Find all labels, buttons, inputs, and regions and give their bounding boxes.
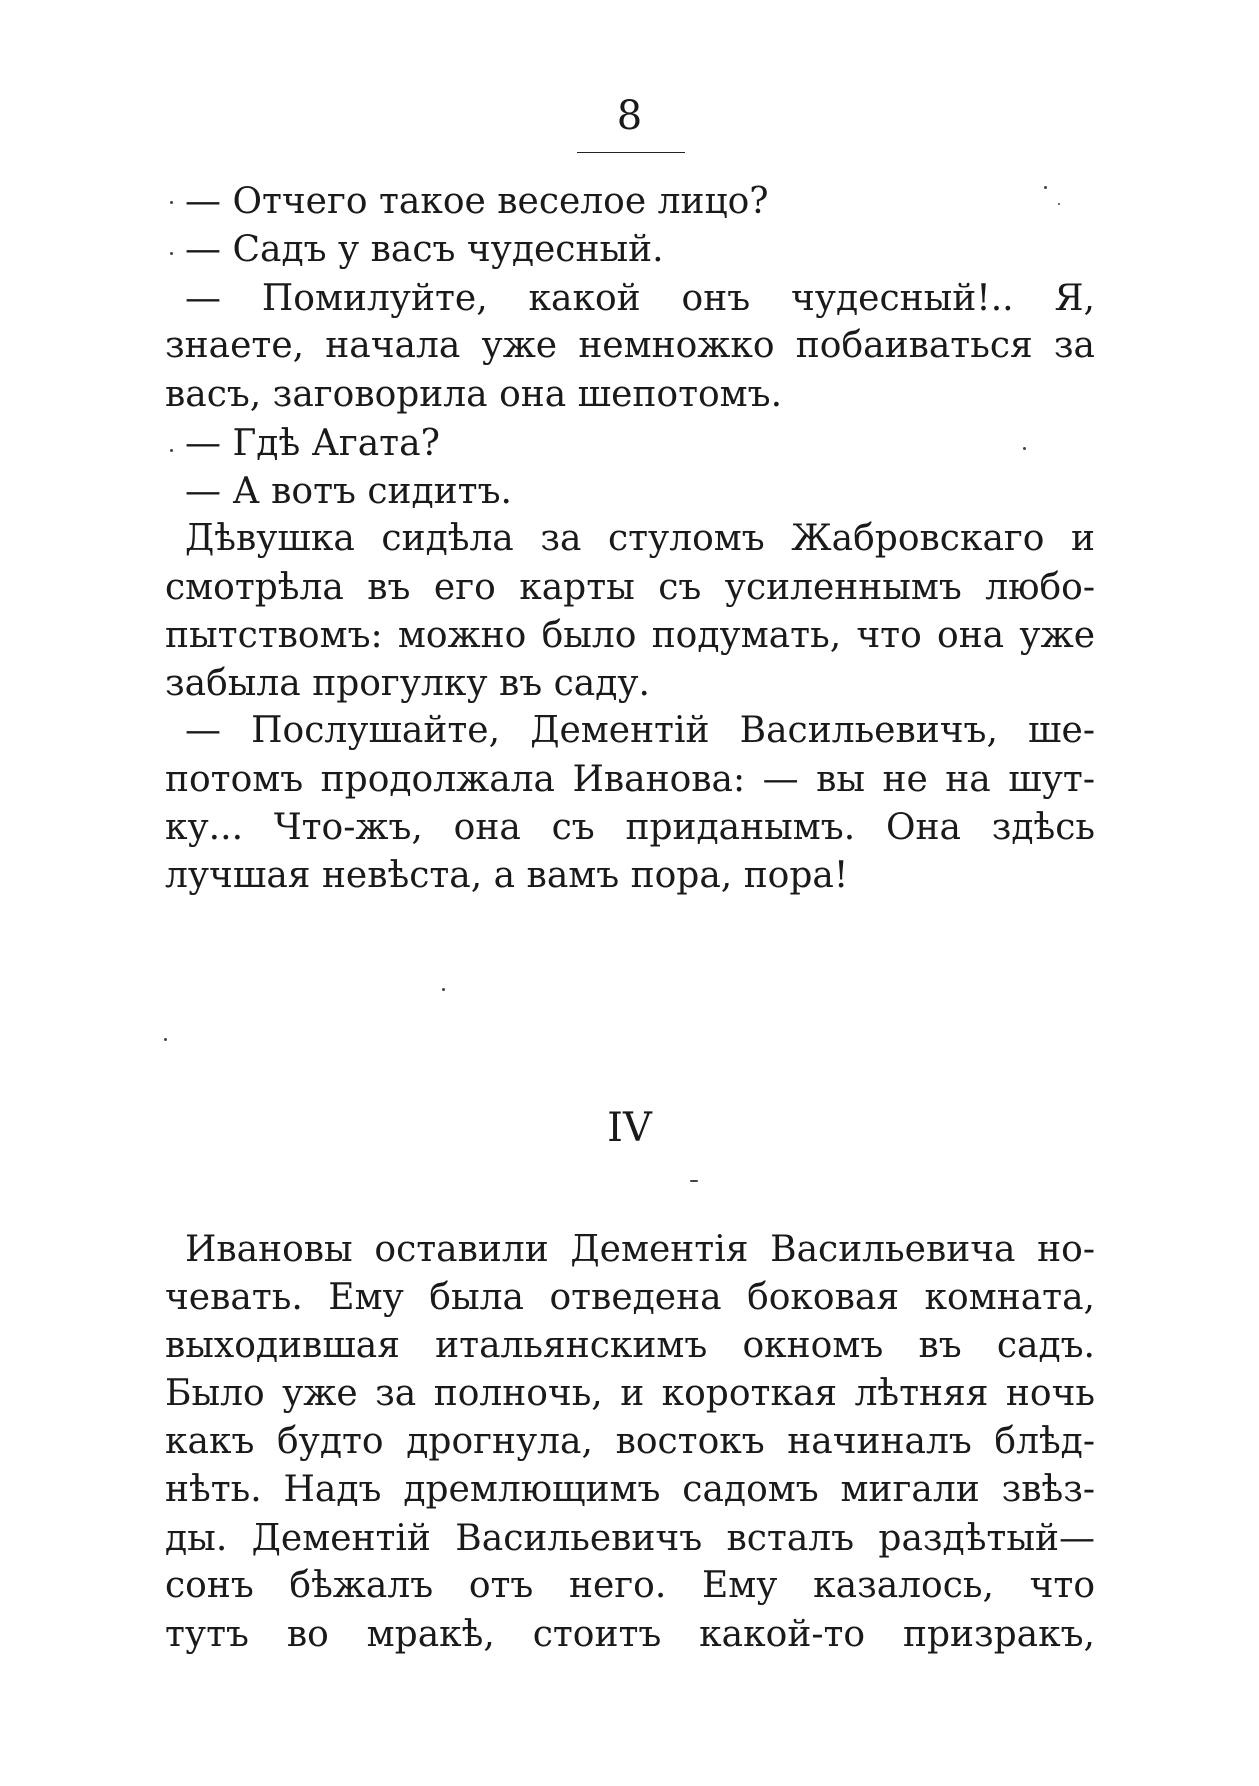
scan-speck bbox=[1023, 447, 1026, 450]
text-line: забыла прогулку въ саду. bbox=[165, 663, 650, 704]
scan-speck bbox=[170, 201, 173, 204]
text-line: Ивановы оставили Дементія Васильевича но- bbox=[185, 1229, 1095, 1270]
text-line: ды. Дементій Васильевичъ всталъ раздѣтый— bbox=[165, 1518, 1095, 1559]
text-line: пытствомъ: можно было подумать, что она уже bbox=[165, 615, 1095, 656]
text-line: знаете, начала уже немножко побаиваться за bbox=[165, 325, 1095, 366]
text-line: — Гдѣ Агата? bbox=[185, 423, 440, 464]
page-number-rule bbox=[577, 152, 685, 153]
text-line: смотрѣла въ его карты съ усиленнымъ любо- bbox=[165, 567, 1095, 608]
scan-speck bbox=[442, 988, 445, 991]
text-line: Было уже за полночь, и короткая лѣтняя ночь bbox=[165, 1373, 1095, 1414]
chapter-heading: IV bbox=[607, 1105, 652, 1151]
text-line: — Отчего такое веселое лицо? bbox=[185, 181, 769, 222]
scan-speck bbox=[1044, 186, 1047, 189]
text-line: лучшая невѣста, а вамъ пора, пора! bbox=[165, 855, 849, 896]
text-line: чевать. Ему была отведена боковая комната, bbox=[165, 1277, 1095, 1318]
scan-speck bbox=[170, 252, 173, 255]
text-line: выходившая итальянскимъ окномъ въ садъ. bbox=[165, 1325, 1095, 1366]
text-line: сонъ бѣжалъ отъ него. Ему казалось, что bbox=[165, 1565, 1095, 1606]
text-line: тутъ во мракѣ, стоитъ какой-то призракъ, bbox=[165, 1614, 1095, 1655]
text-line: ку... Что-жъ, она съ приданымъ. Она здѣсь bbox=[165, 807, 1095, 848]
scan-speck bbox=[164, 1038, 167, 1041]
text-line: — Помилуйте, какой онъ чудесный!.. Я, bbox=[185, 278, 1095, 319]
text-line: васъ, заговорила она шепотомъ. bbox=[165, 374, 783, 415]
text-line: потомъ продолжала Иванова: — вы не на шут- bbox=[165, 759, 1095, 800]
scan-speck bbox=[690, 1180, 698, 1182]
text-line: нѣть. Надъ дремлющимъ садомъ мигали звѣз- bbox=[165, 1469, 1095, 1510]
page-number: 8 bbox=[616, 93, 643, 139]
text-line: — Послушайте, Дементій Васильевичъ, ше- bbox=[185, 710, 1095, 751]
scan-speck bbox=[170, 449, 173, 452]
text-line: — Садъ у васъ чудесный. bbox=[185, 229, 664, 270]
text-line: Дѣвушка сидѣла за стуломъ Жабровскаго и bbox=[185, 518, 1095, 559]
scan-speck bbox=[1058, 203, 1060, 205]
text-line: какъ будто дрогнула, востокъ начиналъ блѣд- bbox=[165, 1421, 1095, 1462]
text-line: — А вотъ сидитъ. bbox=[185, 471, 512, 512]
